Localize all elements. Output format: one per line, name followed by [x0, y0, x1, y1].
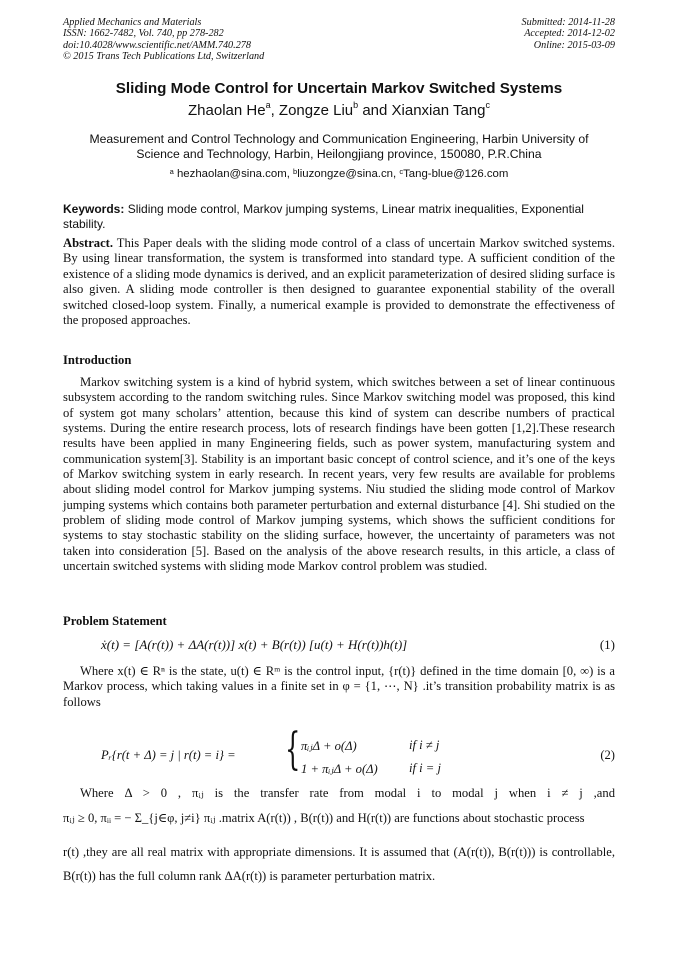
author-2: Zongze Liu	[278, 102, 354, 119]
problem-paragraph-2-line-2: πᵢⱼ ≥ 0, πᵢᵢ = − Σ_{j∈φ, j≠i} πᵢⱼ .matrix A(r(t)) , B(r(t)) and H(r(t)) are functions about stochastic process	[63, 811, 585, 825]
dates-info	[522, 17, 615, 51]
submitted-date: Submitted: 2014-11-28	[521, 17, 615, 28]
paper-title: Sliding Mode Control for Uncertain Markov Switched Systems	[115, 80, 563, 97]
online-date: Online: 2015-03-09	[533, 39, 615, 51]
journal-name: Applied Mechanics and Materials	[63, 17, 202, 28]
accepted-date: Accepted: 2014-12-02	[524, 28, 615, 40]
email-sup: b	[293, 167, 298, 176]
issn-line: ISSN: 1662-7482, Vol. 740, pp 278-282	[63, 28, 224, 40]
equation-2-case-2: 1 + πᵢⱼΔ + o(Δ)	[301, 762, 378, 776]
email-c: Tang-blue@126.com	[403, 168, 509, 180]
abstract-text: This Paper deals with the sliding mode control of a class of uncertain Markov switched systems. By using linear transformation, the system is transformed into standard type. A sufficient condition of the existence of a sliding mode dynamics is derived, and an explicit parameterization of desired sliding surface is also given. A sliding mode controller is then designed to guarantee exponential stability of the overall switched closed-loop system. Finally, a numerical example is provided to demonstrate the effectiveness of the proposed approaches.	[63, 236, 615, 328]
keywords-label: Keywords:	[63, 202, 125, 216]
author-list	[30, 102, 648, 119]
equation-1	[63, 637, 615, 655]
equation-2-case-1: πᵢⱼΔ + o(Δ)	[301, 739, 357, 753]
email-sup: c	[399, 167, 404, 176]
affiliation: Measurement and Control Technology and Communication Engineering, Harbin University of Science and Technology, Harbin, Heilongjiang province, 150080, P.R.China	[89, 132, 589, 161]
problem-paragraph-2-rest: r(t) ,they are all real matrix with appropriate dimensions. It is assumed that (A(r(t)), B(r(t))) is controllable, B(r(t)) has the full column rank ΔA(r(t)) is parameter perturbation matrix.	[63, 845, 615, 883]
author-3: Xianxian Tang	[391, 102, 486, 119]
email-list	[60, 168, 618, 180]
equation-2-number: (2)	[600, 748, 615, 762]
problem-paragraph-2-line-1: Where Δ > 0 , πᵢⱼ is the transfer rate from modal i to modal j when i ≠ j ,and	[80, 786, 615, 800]
problem-paragraph-1: Where x(t) ∈ Rⁿ is the state, u(t) ∈ Rᵐ is the control input, {r(t)} defined in the time domain [0, ∞) is a Markov process, which taking values in a finite set in φ = {1, ⋯, N} .it’s transition probability matrix is as follows	[63, 664, 615, 709]
introduction-paragraph: Markov switching system is a kind of hybrid system, which switches between a set of linear continuous subsystem according to the random switching rules. Since Markov switching model was proposed, this kind of system got many scholars’ attention, because this kind of system can describe numbers of practical systems. During the entire research process, lots of research findings have been gotten [1,2].These research results have been applied in many Engineering fields, such as power system, manufacturing system and communication system[3]. Stability is an important basic concept of control science, and it’s one of the keys of Markov switching system in early research. In recent years, very few results are available for problems about sliding model control for Markov jumping systems. Niu studied the sliding mode control of Markov jumping systems which contains both parameter perturbation and external disturbance [4]. Shi studied on the problem of sliding mode control of Markov jumping systems, which shows the sufficient conditions for systems to stay stochastic stability on the sliding surface, however, the uncertainty of parameters was not taken into consideration [5]. Based on the analysis of the above research results, in this article, a class of uncertain switched systems with sliding mode Markov control problem was studied.	[63, 375, 615, 574]
equation-1-number: (1)	[599, 637, 615, 652]
equation-1-body: ẋ(t) = [A(r(t)) + ΔA(r(t))] x(t) + B(r(t)) [u(t) + H(r(t))h(t)]	[101, 637, 408, 652]
abstract	[63, 236, 615, 328]
abstract-label: Abstract.	[63, 236, 114, 250]
email-b: liuzongze@sina.cn,	[297, 168, 400, 180]
page-header	[63, 17, 615, 63]
doi-line: doi:10.4028/www.scientific.net/AMM.740.278	[63, 39, 251, 51]
author-1: Zhaolan He	[188, 102, 266, 119]
keywords-text: Sliding mode control, Markov jumping systems, Linear matrix inequalities, Exponential stability.	[63, 202, 584, 231]
equation-2-condition-1: if i ≠ j	[409, 738, 440, 752]
email-a: hezhaolan@sina.com,	[173, 168, 294, 180]
email-sup: a	[169, 167, 174, 176]
equation-2-brace: {	[285, 724, 301, 775]
author-2-sup: b	[353, 100, 359, 110]
equation-2-condition-2: if i = j	[409, 761, 441, 775]
journal-info	[63, 17, 264, 63]
author-3-sup: c	[485, 100, 490, 110]
equation-2	[63, 724, 615, 780]
author-separator: ,	[270, 102, 279, 119]
author-1-sup: a	[265, 100, 271, 110]
introduction-heading: Introduction	[63, 353, 132, 367]
problem-statement-heading: Problem Statement	[63, 614, 167, 628]
keywords	[63, 202, 615, 231]
equation-2-lhs: Pᵣ{r(t + Δ) = j | r(t) = i} =	[101, 748, 236, 762]
author-separator: and	[358, 102, 392, 119]
copyright-line: © 2015 Trans Tech Publications Ltd, Switzerland	[63, 51, 265, 63]
